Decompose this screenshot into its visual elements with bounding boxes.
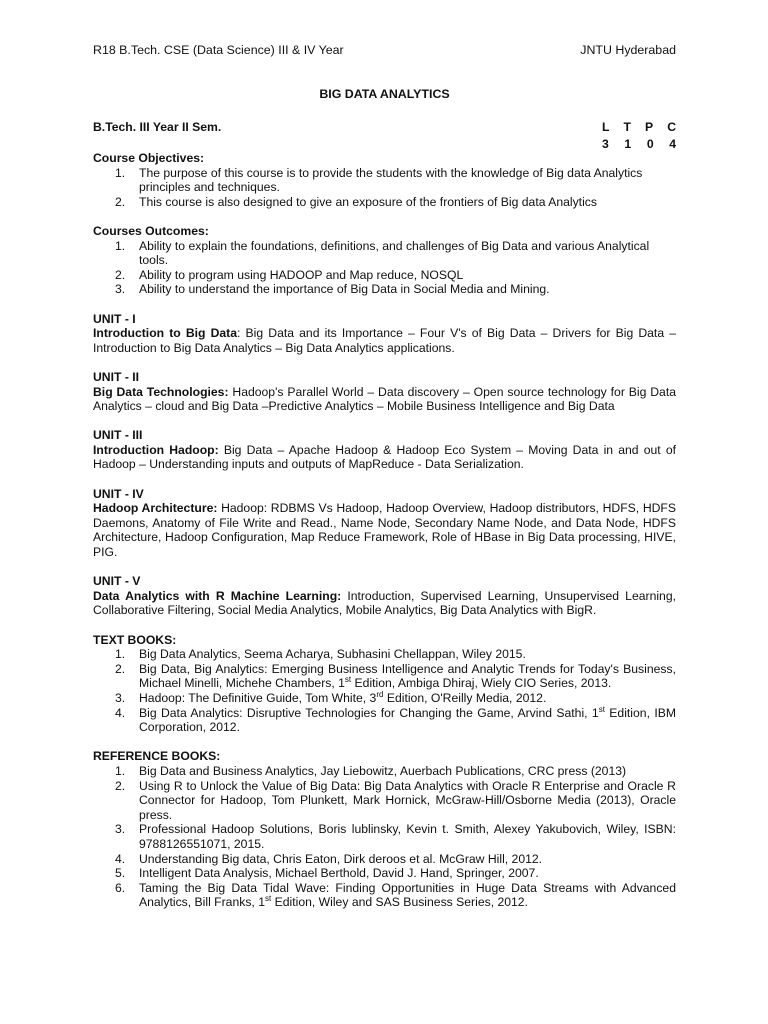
semester-label: B.Tech. III Year II Sem. [93,120,222,134]
unit-3 [93,428,676,472]
unit-topic: Data Analytics with R Machine Learning: [93,588,342,603]
list-item: 1. The purpose of this course is to provide the students with the knowledge of Big data Analytics principles and techniques. [115,165,643,195]
outcome-text: Ability to program using HADOOP and Map reduce, NOSQL [139,267,464,282]
unit-heading: UNIT - I [93,311,136,326]
ltpc-head: L [602,120,610,134]
book-sup: st [344,675,352,685]
syllabus-content [93,151,676,910]
book-text: Hadoop: The Definitive Guide, Tom White, 3 [139,690,377,705]
ltpc-value: 4 [669,137,676,151]
objective-text: The purpose of this course is to provide the students with the knowledge of Big data Analytics principles and techniques. [139,165,643,195]
outcomes-list [93,239,676,297]
unit-body [93,501,676,559]
objectives-list [93,166,676,210]
book-text: Big Data Analytics: Disruptive Technologies for Changing the Game, Arvind Sathi, 1 [139,705,599,720]
book-sup: st [598,704,605,714]
book-text: Taming the Big Data Tidal Wave: Finding Opportunities in Huge Data Streams with Advanced Analytics, Bill Franks, 1 [139,880,676,910]
unit-text: Hadoop: RDBMS Vs Hadoop, Hadoop Overview, Hadoop distributors, HDFS, HDFS Daemons, Anatomy of File Write and Read., Name Node, Secondary Name Node, and Data Node, HDFS Architecture, Hadoop Configuration, Map Reduce Framework, Role of HBase in Big Data processing, HIVE, PIG. [93,501,676,560]
unit-heading: UNIT - IV [93,486,144,501]
unit-heading: UNIT - V [93,574,141,589]
ltpc-table [602,120,676,154]
book-sup: rd [376,689,384,699]
list-item: 1. Big Data Analytics, Seema Acharya, Subhasini Chellappan, Wiley 2015. [115,647,526,662]
textbooks-list [93,647,676,735]
list-item: 2. Ability to program using HADOOP and Map reduce, NOSQL [115,267,464,282]
list-item: 2. This course is also designed to give an exposure of the frontiers of Big data Analytics [115,194,597,209]
ltpc-heads-row [602,120,676,137]
page-header [93,43,676,59]
book-sup: st [264,894,272,904]
objective-text: This course is also designed to give an exposure of the frontiers of Big data Analytics [139,194,597,209]
unit-body [93,443,676,472]
book-text: Intelligent Data Analysis, Michael Berthold, David J. Hand, Springer, 2007. [139,866,539,881]
book-text: Using R to Unlock the Value of Big Data: Big Data Analytics with Oracle R Enterprise and Oracle R Connector for Hadoop, Tom Plunkett, Mark Hornick, McGraw-Hill/Osborne Media (2013), Oracle press. [139,778,676,822]
unit-topic: Hadoop Architecture: [93,501,218,516]
ltpc-head: C [667,120,676,134]
book-text: Big Data, Big Analytics: Emerging Business Intelligence and Analytic Trends for Today's Business, Michael Minelli, Michehe Chambers, 1 [139,661,676,691]
unit-body [93,326,676,355]
book-text-rest: Edition, Wiley and SAS Business Series, 2012. [271,895,528,910]
unit-text: : Big Data and its Importance – Four V's of Big Data – Drivers for Big Data – Introduction to Big Data Analytics – Big Data Analytics applications. [93,326,677,355]
ltpc-head: P [645,120,654,134]
book-text-rest: Edition, Ambiga Dhiraj, Wiely CIO Series, 2013. [351,676,612,691]
course-title: BIG DATA ANALYTICS [319,87,450,101]
list-item: 1. Ability to explain the foundations, definitions, and challenges of Big Data and various Analytical tools. [115,238,650,268]
book-text: Big Data Analytics, Seema Acharya, Subhasini Chellappan, Wiley 2015. [139,647,526,662]
list-item: 3. Ability to understand the importance of Big Data in Social Media and Mining. [115,282,550,297]
list-item: 5. Intelligent Data Analysis, Michael Berthold, David J. Hand, Springer, 2007. [115,866,539,881]
list-item: 2. Using R to Unlock the Value of Big Data: Big Data Analytics with Oracle R Enterprise and Oracle R Connector for Hadoop, Tom Plunkett, Mark Hornick, McGraw-Hill/Osborne Media (2013), Oracle press. [115,778,676,822]
objectives-heading: Course Objectives: [93,151,205,165]
book-text: Professional Hadoop Solutions, Boris lublinsky, Kevin t. Smith, Alexey Yakubovich, Wiley, ISBN: 9788126551071, 2015. [139,822,676,851]
unit-text: Big Data – Apache Hadoop & Hadoop Eco System – Moving Data in and out of Hadoop – Understanding inputs and outputs of MapReduce - Data Serialization. [93,442,677,472]
list-item: 6. Taming the Big Data Tidal Wave: Finding Opportunities in Huge Data Streams with Advanced Analytics, Bill Franks, 1st Edition, Wiley and SAS Business Series, 2012. [115,880,676,910]
outcome-text: Ability to understand the importance of Big Data in Social Media and Mining. [139,282,550,297]
list-item: 2. Big Data, Big Analytics: Emerging Business Intelligence and Analytic Trends for Today's Business, Michael Minelli, Michehe Chambers, 1st Edition, Ambiga Dhiraj, Wiely CIO Series, 2013. [115,661,676,691]
book-text: Understanding Big data, Chris Eaton, Dirk deroos et al. McGraw Hill, 2012. [139,851,543,866]
unit-topic: Introduction to Big Data [93,326,238,341]
book-text: Big Data and Business Analytics, Jay Liebowitz, Auerbach Publications, CRC press (2013) [139,763,627,778]
ltpc-head: T [623,120,631,134]
unit-text: Hadoop's Parallel World – Data discovery – Open source technology for Big Data Analytics – cloud and Big Data –Predictive Analytics – Mobile Business Intelligence and Big Data [93,384,676,414]
ltpc-value: 0 [646,137,654,151]
references-heading: REFERENCE BOOKS: [93,749,221,764]
outcomes-heading: Courses Outcomes: [93,223,209,238]
list-item: 4. Big Data Analytics: Disruptive Technologies for Changing the Game, Arvind Sathi, 1st Edition, IBM Corporation, 2012. [115,704,676,735]
list-item: 3. Professional Hadoop Solutions, Boris lublinsky, Kevin t. Smith, Alexey Yakubovich, Wiley, ISBN: 9788126551071, 2015. [115,822,676,851]
unit-1 [93,312,676,356]
references-list [93,764,676,910]
unit-body [93,589,676,618]
unit-topic: Introduction Hadoop: [93,442,219,457]
header-right-text: JNTU Hyderabad [580,43,676,57]
unit-heading: UNIT - II [93,369,140,384]
list-item: 1. Big Data and Business Analytics, Jay Liebowitz, Auerbach Publications, CRC press (2013) [115,763,627,778]
book-text-rest: Edition, IBM Corporation, 2012. [139,705,676,735]
ltpc-value: 1 [624,137,632,151]
textbooks-heading: TEXT BOOKS: [93,632,177,647]
unit-2 [93,370,676,414]
book-text-rest: Edition, O'Reilly Media, 2012. [383,690,547,705]
unit-text: Introduction, Supervised Learning, Unsupervised Learning, Collaborative Filtering, Social Media Analytics, Mobile Analytics, Big Data Analytics with BigR. [93,588,676,618]
header-left-text: R18 B.Tech. CSE (Data Science) III & IV Year [93,43,344,57]
semester-block [93,120,676,152]
list-item: 4. Understanding Big data, Chris Eaton, Dirk deroos et al. McGraw Hill, 2012. [115,851,543,866]
unit-4 [93,487,676,560]
unit-heading: UNIT - III [93,428,143,443]
ltpc-value: 3 [602,137,609,151]
unit-body [93,385,676,414]
outcome-text: Ability to explain the foundations, definitions, and challenges of Big Data and various Analytical tools. [139,238,650,268]
list-item: 3. Hadoop: The Definitive Guide, Tom White, 3rd Edition, O'Reilly Media, 2012. [115,689,547,705]
unit-topic: Big Data Technologies: [93,384,229,399]
unit-5 [93,574,676,618]
